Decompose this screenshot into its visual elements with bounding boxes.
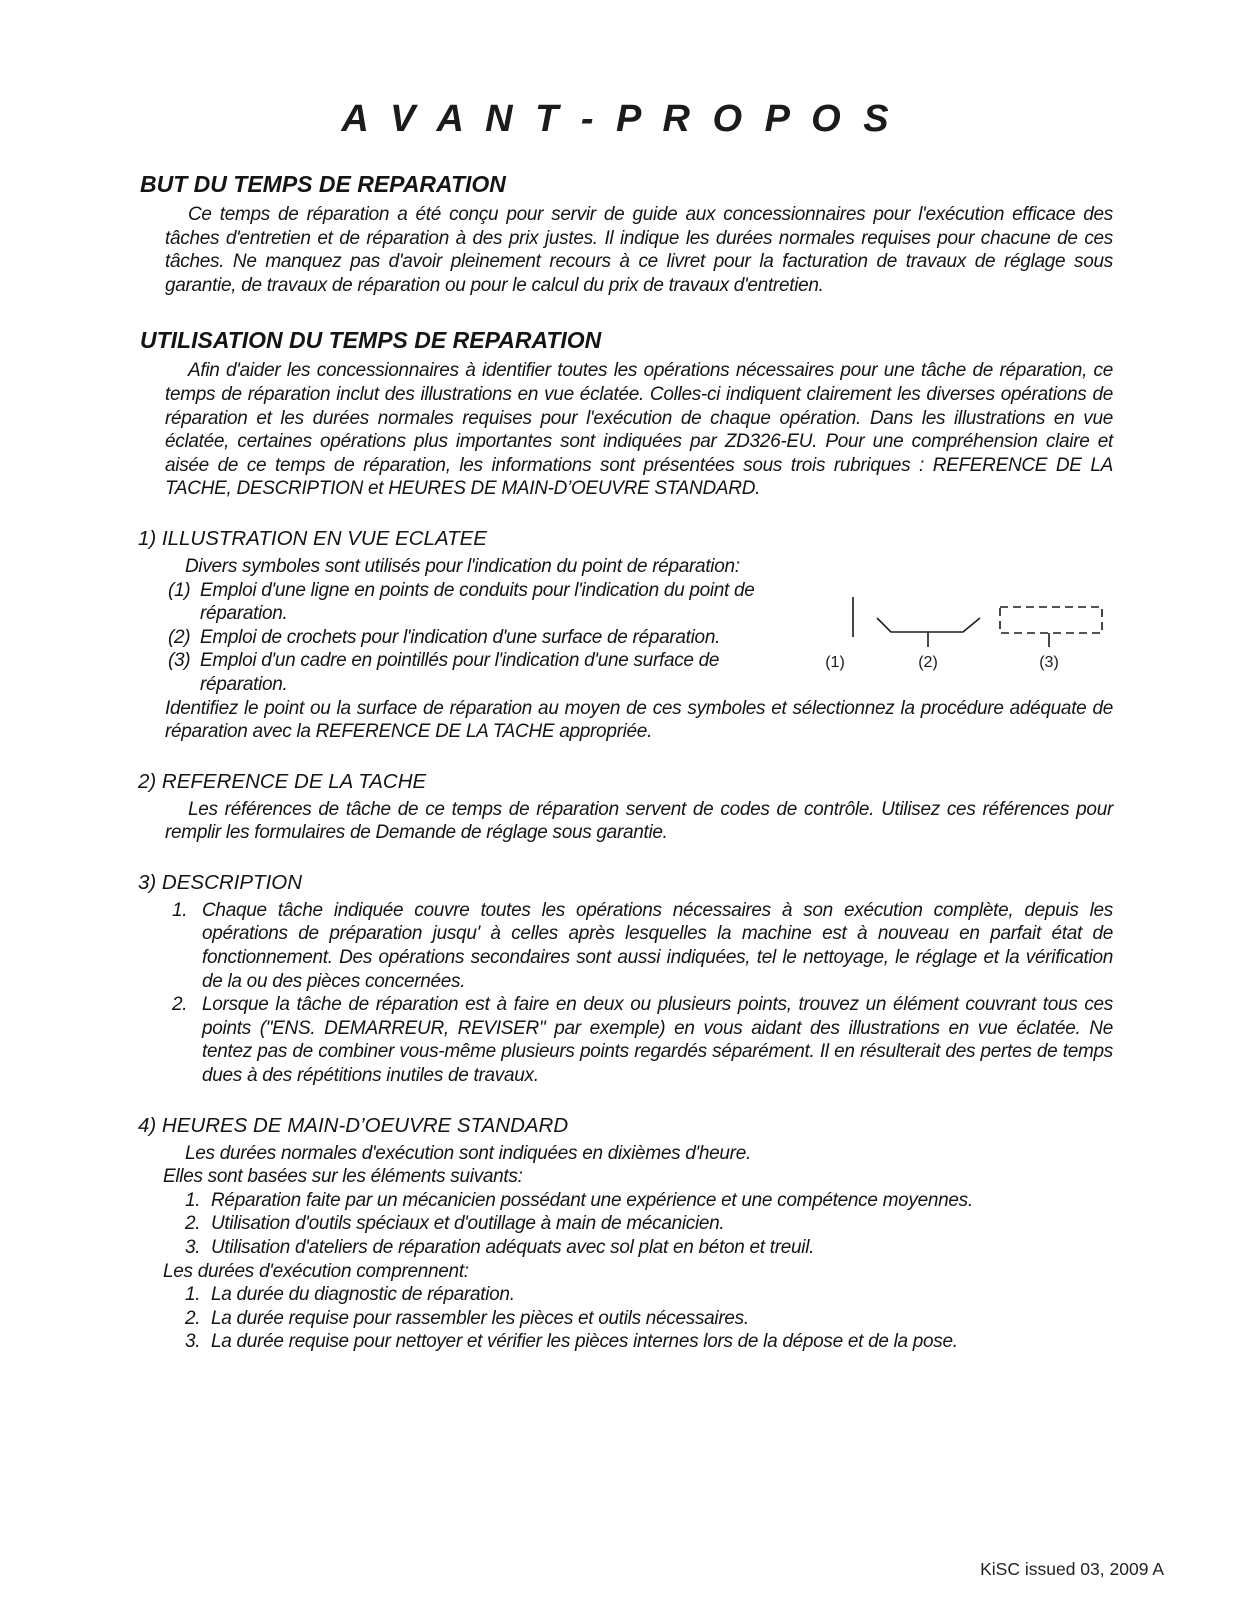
list-item-text: Emploi d'une ligne en points de conduits pour l'indication du point de réparation. [200,579,755,625]
symbol-label-1: (1) [825,653,845,671]
heures-include-label: Les durées d'exécution comprennent: [163,1260,469,1282]
illustration-block [165,555,1113,744]
list-item-text: La durée du diagnostic de réparation. [211,1284,515,1306]
illustration-intro: Divers symboles sont utilisés pour l'indication du point de réparation: [185,555,740,577]
list-item-text: Lorsque la tâche de réparation est à faire en deux ou plusieurs points, trouvez un élément couvrant tous ces points ("ENS. DEMARREUR, REVISER" par exemple) en vous aidant des illustrations en vue éclatée. Ne tentez pas de combiner vous-même plusieurs points regardés séparément. Il en résulterait des pertes de temps dues à des répétitions inutiles de travaux. [202,994,1113,1087]
illustration-outro: Identifiez le point ou la surface de réparation au moyen de ces symboles et sélectionnez la procédure adéquate de réparation avec la REFERENCE DE LA TACHE appropriée. [165,697,1113,743]
list-item [185,1307,1113,1331]
list-item-number: 2. [185,1307,201,1329]
list-item [168,579,765,626]
symbol-label-2: (2) [918,653,938,671]
list-item [168,626,765,650]
list-item [185,1330,1113,1354]
list-item-text: Utilisation d'outils spéciaux et d'outillage à main de mécanicien. [211,1213,725,1235]
heading-heures-standard: 4) HEURES DE MAIN-D’OEUVRE STANDARD [138,1113,569,1137]
heading-but-du-temps: BUT DU TEMPS DE REPARATION [140,171,506,197]
page-title: A V A N T - P R O P O S [341,98,895,140]
heures-based-label: Elles sont basées sur les éléments suivants: [163,1166,523,1188]
list-item [185,1283,1113,1307]
footer-note: KiSC issued 03, 2009 A [980,1559,1164,1579]
section-illustration-vue-eclatee [0,527,1236,744]
section-description [0,871,1236,1088]
symbol-label-3: (3) [1039,653,1059,671]
repair-symbols-figure [815,595,1115,673]
heures-intro: Les durées normales d'exécution sont indiquées en dixièmes d'heure. [185,1142,751,1164]
section-reference-tache [0,770,1236,845]
symbol-explanation-list [165,579,765,697]
paragraph-but-du-temps: Ce temps de réparation a été conçu pour servir de guide aux concessionnaires pour l'exécution efficace des tâches d'entretien et de réparation à des prix justes. Il indique les durées normales requises pour chacune de ces tâches. Ne manquez pas d'avoir pleinement recours à ce livret pour la facturation de travaux de réglage sous garantie, de travaux de réparation ou pour le calcul du prix de travaux d'entretien. [165,204,1113,296]
list-item-number: 1. [172,899,188,921]
paragraph-reference-tache: Les références de tâche de ce temps de réparation servent de codes de contrôle. Utilisez ces références pour remplir les formulaires de Demande de réglage sous garantie. [165,798,1113,844]
bracket-icon [877,618,980,647]
list-item [185,1212,1113,1236]
list-item-text: Chaque tâche indiquée couvre toutes les opérations nécessaires à son exécution complète, depuis les opérations de préparation jusqu' à celles après lesquelles la machine est à nouveau en parfait état de fonctionnement. Des opérations secondaires sont aussi indiquées, tel le nettoyage, le réglage et la vérification de la ou des pièces concernées. [202,899,1113,992]
list-item-number: 3. [185,1331,201,1353]
list-item-number: (1) [168,579,191,601]
list-item [168,649,765,696]
repair-symbols-drawing [815,595,1115,649]
section-but-du-temps [0,171,1236,297]
list-item-text: Emploi d'un cadre en pointillés pour l'indication d'une surface de réparation. [200,650,720,695]
heading-illustration-vue-eclatee: 1) ILLUSTRATION EN VUE ECLATEE [138,526,487,550]
list-item-number: 1. [185,1189,201,1211]
paragraph-utilisation: Afin d'aider les concessionnaires à identifier toutes les opérations nécessaires pour une tâche de réparation, ce temps de réparation inclut des illustrations en vue éclatée. Colles-ci indiquent clairement les diverses opérations de réparation et les durées normales requises pour l'exécution de chaque opération. Dans les illustrations en vue éclatée, certaines opérations plus importantes sont indiquées par ZD326-EU. Pour une compréhension claire et aisée de ce temps de réparation, les informations sont présentées sous trois rubriques : REFERENCE DE LA TACHE, DESCRIPTION et HEURES DE MAIN-D’OEUVRE STANDARD. [165,360,1113,500]
list-item-text: La durée requise pour nettoyer et vérifier les pièces internes lors de la dépose et de la pose. [211,1331,958,1353]
list-item-number: 2. [185,1213,201,1235]
list-item-text: La durée requise pour rassembler les pièces et outils nécessaires. [211,1307,749,1329]
heading-utilisation: UTILISATION DU TEMPS DE REPARATION [140,327,602,354]
section-utilisation [0,327,1236,501]
list-item [185,1236,1113,1260]
list-item-text: Emploi de crochets pour l'indication d'une surface de réparation. [200,626,721,648]
list-item [185,1189,1113,1213]
list-item-text: Utilisation d'ateliers de réparation adéquats avec sol plat en béton et treuil. [211,1237,815,1258]
heading-description: 3) DESCRIPTION [138,870,303,894]
list-item-number: (2) [168,626,191,648]
heading-reference-tache: 2) REFERENCE DE LA TACHE [138,769,427,793]
list-item-number: 2. [172,994,188,1016]
dashed-frame-icon [1000,607,1102,647]
list-item-number: 3. [185,1237,201,1258]
list-item [172,899,1113,993]
list-item [172,993,1113,1087]
list-item-number: 1. [185,1284,201,1306]
section-heures-standard [0,1114,1236,1354]
list-item-number: (3) [168,650,191,672]
list-item-text: Réparation faite par un mécanicien possédant une expérience et une compétence moyennes. [211,1189,973,1211]
